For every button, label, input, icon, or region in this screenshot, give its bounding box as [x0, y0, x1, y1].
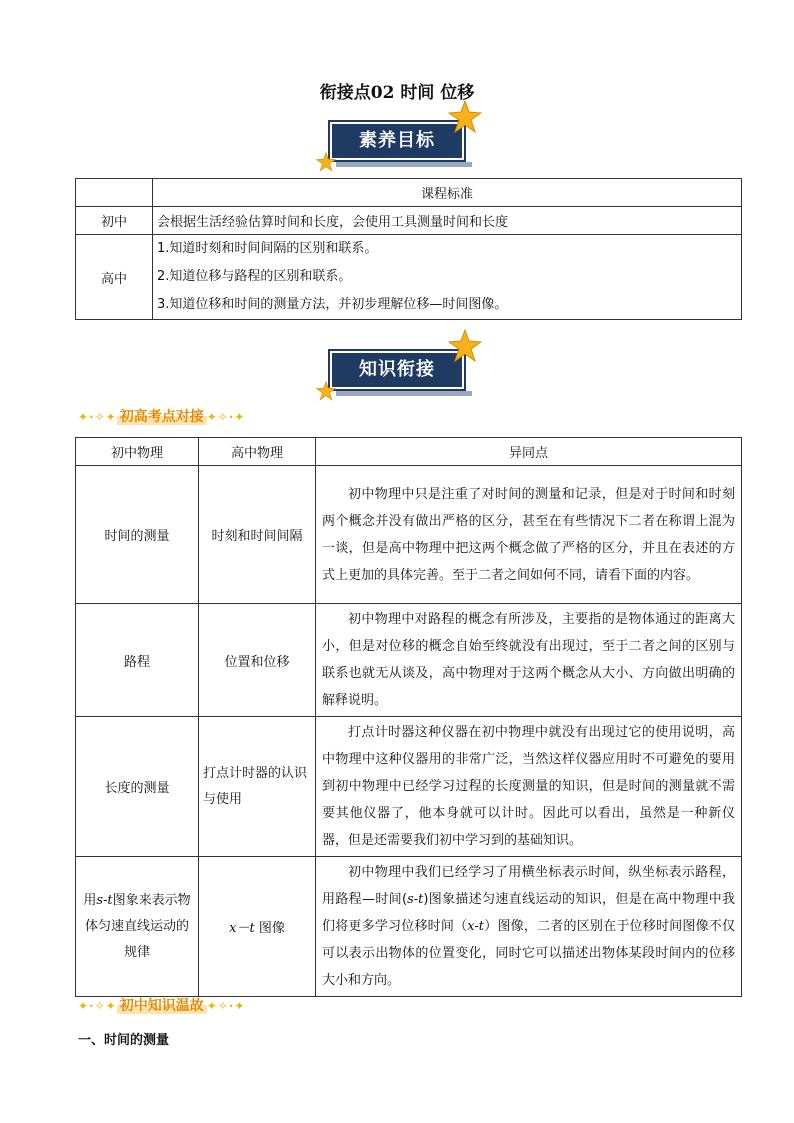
junior-topic: 时间的测量	[76, 466, 199, 604]
junior-topic: 长度的测量	[76, 717, 199, 857]
star-icon	[316, 152, 336, 172]
section-heading: ✦·✧✦ 初高考点对接 ✦✧·✦	[78, 409, 246, 425]
senior-topic: 位置和位移	[199, 604, 316, 717]
section-heading: ✦·✧✦ 初中知识温故 ✦✧·✦	[78, 998, 246, 1014]
star-icon	[448, 329, 482, 363]
star-icon	[448, 100, 482, 134]
sparkle-icon: ✦·✧✦	[78, 999, 117, 1013]
difference-text: 打点计时器这种仪器在初中物理中就没有出现过它的使用说明，高中物理中这种仪器用的非常广泛，当然这样仪器应用时不可避免的要用到初中物理中已经学习过程的长度测量的知识，但是时间的测量就不需要其他仪器了，他本身就可以计时。因此可以看出，虽然是一种新仪器，但是还需要我们初中学习到的基础知识。	[316, 717, 742, 857]
senior-topic: 时刻和时间间隔	[199, 466, 316, 604]
table-row	[76, 207, 742, 235]
table-row	[76, 604, 742, 717]
standard-text: 1.知道时刻和时间间隔的区别和联系。	[157, 241, 378, 256]
sparkle-icon: ✦✧·✦	[206, 999, 246, 1013]
star-icon	[316, 381, 336, 401]
column-header: 高中物理	[199, 438, 316, 466]
standard-text: 3.知道位移和时间的测量方法，并初步理解位移—时间图像。	[157, 297, 508, 312]
difference-text: 初中物理中我们已经学习了用横坐标表示时间，纵坐标表示路程，用路程—时间(s-t)图象描述匀速直线运动的知识，但是在高中物理中我们将更多学习位移时间（x-t）图像，二者的区别在于位移时间图像不仅可以表示出物体的位置变化，同时它可以描述出物体某段时间内的位移大小和方向。	[316, 857, 742, 997]
standard-text: 会根据生活经验估算时间和长度，会使用工具测量时间和长度	[153, 207, 742, 235]
sparkle-icon: ✦·✧✦	[78, 410, 117, 424]
table-row	[76, 235, 742, 320]
junior-topic: 路程	[76, 604, 199, 717]
banner-knowledge-link	[322, 339, 472, 395]
senior-topic: x－t 图像	[199, 857, 316, 997]
banner-label: 素养目标	[359, 130, 435, 151]
table-row	[76, 466, 742, 604]
level-cell: 初中	[76, 207, 153, 235]
column-header: 初中物理	[76, 438, 199, 466]
comparison-table	[75, 437, 742, 997]
page-title: 衔接点02 时间 位移	[319, 83, 475, 103]
banner-label: 知识衔接	[359, 359, 435, 380]
level-cell: 高中	[76, 235, 153, 320]
table-row	[76, 717, 742, 857]
table-row	[76, 857, 742, 997]
standard-text: 2.知道位移与路程的区别和联系。	[157, 269, 352, 284]
curriculum-standard-table	[75, 178, 742, 320]
senior-topic: 打点计时器的认识与使用	[199, 717, 316, 857]
sparkle-icon: ✦✧·✦	[206, 410, 246, 424]
junior-topic: 用s-t图象来表示物体匀速直线运动的规律	[76, 857, 199, 997]
difference-text: 初中物理中对路程的概念有所涉及，主要指的是物体通过的距离大小，但是对位移的概念自始至终就没有出现过，至于二者之间的区别与联系也就无从谈及，高中物理对于这两个概念从大小、方向做出明确的解释说明。	[316, 604, 742, 717]
table-header: 课程标准	[153, 179, 742, 207]
difference-text: 初中物理中只是注重了对时间的测量和记录，但是对于时间和时刻两个概念并没有做出严格的区分，甚至在有些情况下二者在称谓上混为一谈，但是高中物理中把这两个概念做了严格的区分，并且在表述的方式上更加的具体完善。至于二者之间如何不同，请看下面的内容。	[316, 466, 742, 604]
banner-literacy-goals	[322, 110, 472, 166]
subsection-heading: 一、时间的测量	[78, 1033, 170, 1048]
column-header: 异同点	[316, 438, 742, 466]
